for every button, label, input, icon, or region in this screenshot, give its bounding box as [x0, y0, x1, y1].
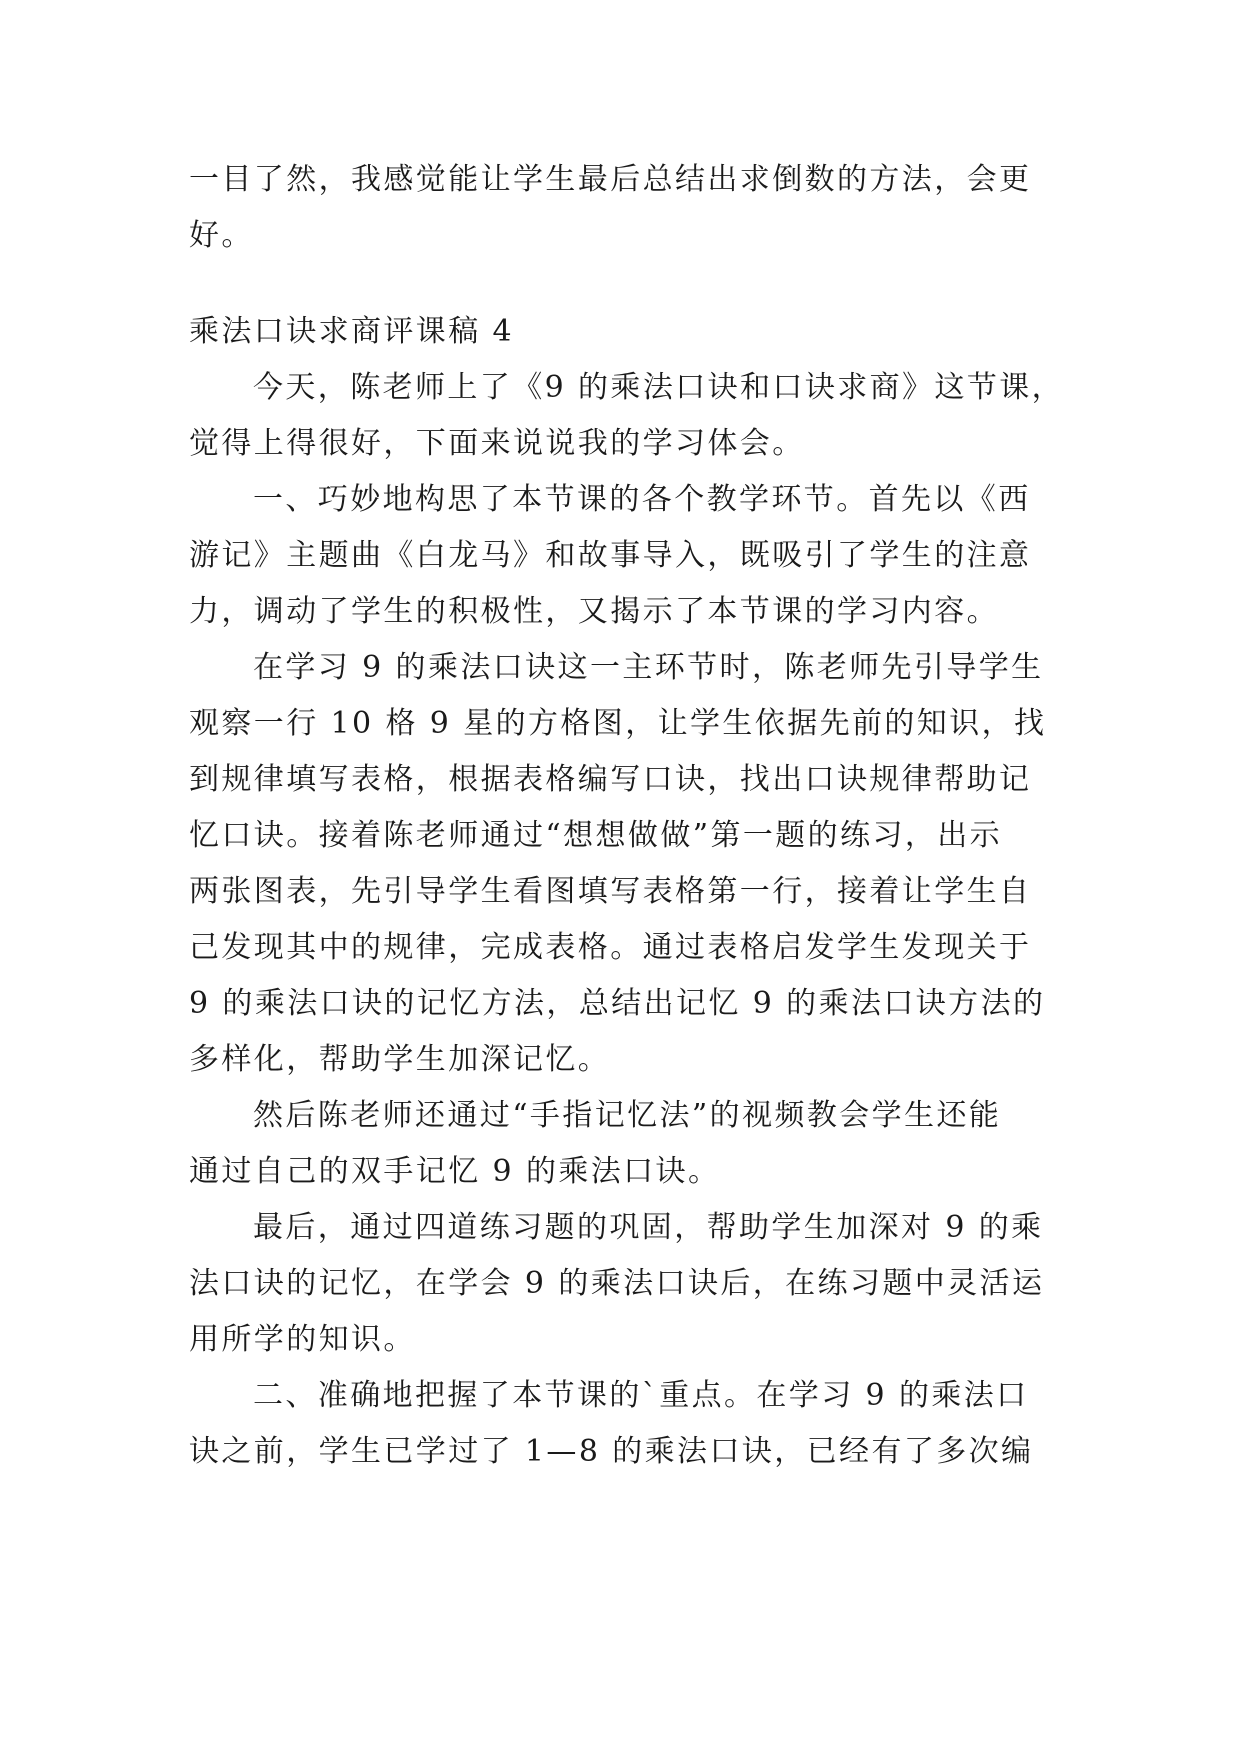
text-line: 9 的乘法口诀的记忆方法，总结出记忆 9 的乘法口诀方法的	[189, 986, 1046, 1021]
text-line: 一、巧妙地构思了本节课的各个教学环节。首先以《西	[253, 482, 1031, 517]
text-line: 诀之前，学生已学过了 1—8 的乘法口诀，已经有了多次编	[189, 1434, 1034, 1469]
text-line: 力，调动了学生的积极性，又揭示了本节课的学习内容。	[189, 594, 999, 629]
text-line: 法口诀的记忆，在学会 9 的乘法口诀后，在练习题中灵活运	[189, 1266, 1045, 1301]
text-line: 一目了然，我感觉能让学生最后总结出求倒数的方法，会更	[189, 162, 1032, 197]
paragraph	[189, 1200, 1049, 1368]
paragraph	[189, 360, 1065, 472]
text-line: 在学习 9 的乘法口诀这一主环节时，陈老师先引导学生	[253, 650, 1044, 685]
document-body	[189, 152, 1065, 1480]
text-line: 然后陈老师还通过“手指记忆法”的视频教会学生还能	[253, 1098, 1002, 1133]
text-line: 观察一行 10 格 9 星的方格图，让学生依据先前的知识，找	[189, 706, 1047, 741]
text-line: 二、准确地把握了本节课的`重点。在学习 9 的乘法口	[253, 1378, 1029, 1413]
text-line: 多样化，帮助学生加深记忆。	[189, 1042, 611, 1077]
text-line: 好。	[189, 218, 254, 253]
text-line: 忆口诀。接着陈老师通过“想想做做”第一题的练习，出示	[189, 818, 1003, 853]
paragraph	[189, 640, 1049, 1088]
paragraph	[189, 1368, 1049, 1480]
text-line: 今天，陈老师上了《9 的乘法口诀和口诀求商》这节课，	[253, 370, 1065, 405]
continuation-paragraph	[189, 152, 1049, 264]
text-line: 到规律填写表格，根据表格编写口诀，找出口诀规律帮助记	[189, 762, 1032, 797]
text-line: 用所学的知识。	[189, 1322, 416, 1357]
spacer	[189, 264, 1049, 304]
section-heading: 乘法口诀求商评课稿 4	[189, 314, 515, 349]
paragraph	[189, 1088, 1049, 1200]
text-line: 两张图表，先引导学生看图填写表格第一行，接着让学生自	[189, 874, 1032, 909]
text-line: 己发现其中的规律，完成表格。通过表格启发学生发现关于	[189, 930, 1032, 965]
text-line: 最后，通过四道练习题的巩固，帮助学生加深对 9 的乘	[253, 1210, 1044, 1245]
text-line: 游记》主题曲《白龙马》和故事导入，既吸引了学生的注意	[189, 538, 1032, 573]
text-line: 觉得上得很好，下面来说说我的学习体会。	[189, 426, 805, 461]
paragraph	[189, 472, 1049, 640]
text-line: 通过自己的双手记忆 9 的乘法口诀。	[189, 1154, 721, 1189]
